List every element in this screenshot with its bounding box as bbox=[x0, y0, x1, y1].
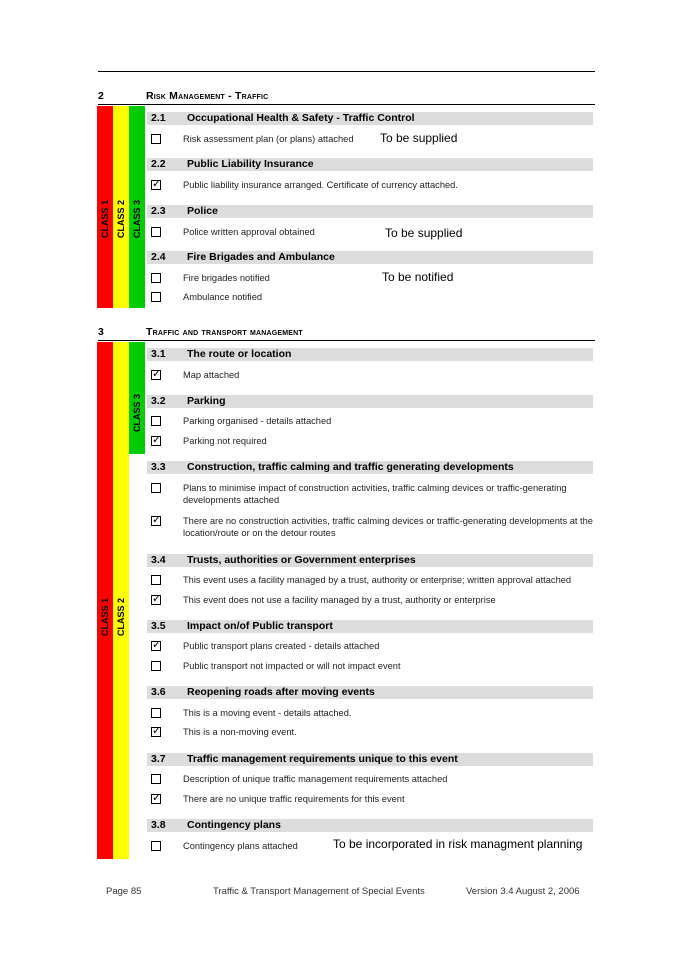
subsection-title: Parking bbox=[187, 395, 226, 407]
subsection-3-4-header bbox=[147, 554, 593, 567]
subsection-3-2-header bbox=[147, 395, 593, 408]
subsection-number: 3.2 bbox=[151, 395, 166, 407]
item-map-attached: Map attached bbox=[183, 370, 240, 380]
item-moving-event: This is a moving event - details attached. bbox=[183, 708, 352, 718]
subsection-3-3-header bbox=[147, 461, 593, 474]
section-3-class2-bar bbox=[113, 342, 129, 859]
subsection-3-1-header bbox=[147, 348, 593, 361]
subsection-2-4-header bbox=[147, 251, 593, 264]
subsection-number: 3.5 bbox=[151, 620, 166, 632]
section-2-class3-bar bbox=[129, 106, 145, 308]
checkbox-trust-facility[interactable] bbox=[151, 575, 161, 585]
subsection-title: Fire Brigades and Ambulance bbox=[187, 251, 335, 263]
subsection-title: Impact on/of Public transport bbox=[187, 620, 333, 632]
checkbox-parking-organised[interactable] bbox=[151, 416, 161, 426]
checkbox-transport-plans[interactable] bbox=[151, 641, 161, 651]
checkbox-public-liability[interactable] bbox=[151, 180, 161, 190]
note-2-4: To be notified bbox=[382, 270, 454, 284]
checkbox-unique-requirements[interactable] bbox=[151, 774, 161, 784]
section-3-class2-label: CLASS 2 bbox=[116, 598, 126, 637]
checkbox-construction-plans[interactable] bbox=[151, 483, 161, 493]
checkbox-parking-not-required[interactable] bbox=[151, 436, 161, 446]
section-2-class1-bar bbox=[97, 106, 113, 308]
item-transport-plans: Public transport plans created - details attached bbox=[183, 641, 380, 651]
section-3-class1-label: CLASS 1 bbox=[100, 598, 110, 637]
item-police-approval: Police written approval obtained bbox=[183, 227, 315, 237]
section-2-rule bbox=[98, 104, 595, 105]
item-construction-plans: Plans to minimise impact of construction activities, traffic calming devices or traffic-generating developments attached bbox=[183, 483, 567, 505]
footer-page-number: Page 85 bbox=[106, 886, 142, 897]
subsection-3-8-header bbox=[147, 819, 593, 832]
subsection-number: 2.2 bbox=[151, 158, 166, 170]
section-2-class2-label: CLASS 2 bbox=[116, 200, 126, 239]
subsection-number: 2.3 bbox=[151, 205, 166, 217]
checkbox-fire-brigades[interactable] bbox=[151, 273, 161, 283]
subsection-number: 3.4 bbox=[151, 554, 166, 566]
section-2-number: 2 bbox=[98, 90, 104, 102]
subsection-title: Occupational Health & Safety - Traffic Control bbox=[187, 112, 415, 124]
section-2-title: Risk Management - Traffic bbox=[146, 90, 269, 102]
item-ambulance: Ambulance notified bbox=[183, 292, 263, 302]
subsection-number: 2.4 bbox=[151, 251, 166, 263]
item-trust-facility: This event uses a facility managed by a trust, authority or enterprise; written approval attached bbox=[183, 575, 572, 585]
footer-version: Version 3.4 August 2, 2006 bbox=[466, 886, 580, 897]
subsection-number: 3.7 bbox=[151, 753, 166, 765]
checkbox-contingency-plans[interactable] bbox=[151, 841, 161, 851]
top-rule bbox=[98, 71, 595, 72]
subsection-number: 3.8 bbox=[151, 819, 166, 831]
section-3-number: 3 bbox=[98, 326, 104, 338]
section-3-class1-bar bbox=[97, 342, 113, 859]
subsection-title: Contingency plans bbox=[187, 819, 281, 831]
checkbox-moving-event[interactable] bbox=[151, 708, 161, 718]
item-no-construction: There are no construction activities, traffic calming devices or traffic-generating developments at the location/route or on the detour routes bbox=[183, 516, 593, 538]
section-2-class2-bar bbox=[113, 106, 129, 308]
note-2-3: To be supplied bbox=[385, 226, 463, 240]
subsection-title: Public Liability Insurance bbox=[187, 158, 314, 170]
subsection-number: 3.6 bbox=[151, 686, 166, 698]
subsection-number: 3.3 bbox=[151, 461, 166, 473]
subsection-2-3-header bbox=[147, 205, 593, 218]
footer-document-title: Traffic & Transport Management of Special Events bbox=[213, 886, 425, 897]
item-transport-not-impacted: Public transport not impacted or will not impact event bbox=[183, 661, 401, 671]
subsection-number: 2.1 bbox=[151, 112, 166, 124]
checkbox-ambulance[interactable] bbox=[151, 292, 161, 302]
subsection-title: Traffic management requirements unique to this event bbox=[187, 753, 458, 765]
section-3-title: Traffic and transport management bbox=[146, 326, 303, 338]
subsection-3-7-header bbox=[147, 753, 593, 766]
section-3-class3-label: CLASS 3 bbox=[132, 394, 142, 433]
subsection-title: Police bbox=[187, 205, 218, 217]
item-fire-brigades: Fire brigades notified bbox=[183, 273, 270, 283]
item-parking-not-required: Parking not required bbox=[183, 436, 267, 446]
item-contingency-plans: Contingency plans attached bbox=[183, 841, 298, 851]
checkbox-police-approval[interactable] bbox=[151, 227, 161, 237]
checkbox-no-unique-requirements[interactable] bbox=[151, 794, 161, 804]
section-2-class1-label: CLASS 1 bbox=[100, 200, 110, 239]
checkbox-non-moving-event[interactable] bbox=[151, 727, 161, 737]
item-risk-assessment: Risk assessment plan (or plans) attached bbox=[183, 134, 354, 144]
subsection-3-6-header bbox=[147, 686, 593, 699]
checkbox-no-construction[interactable] bbox=[151, 516, 161, 526]
subsection-title: Reopening roads after moving events bbox=[187, 686, 375, 698]
checkbox-map-attached[interactable] bbox=[151, 370, 161, 380]
subsection-2-1-header bbox=[147, 112, 593, 125]
section-2-class3-label: CLASS 3 bbox=[132, 200, 142, 239]
checkbox-transport-not-impacted[interactable] bbox=[151, 661, 161, 671]
checkbox-no-trust-facility[interactable] bbox=[151, 595, 161, 605]
note-3-8: To be incorporated in risk managment planning bbox=[333, 837, 583, 851]
subsection-title: Trusts, authorities or Government enterprises bbox=[187, 554, 416, 566]
subsection-2-2-header bbox=[147, 158, 593, 171]
item-parking-organised: Parking organised - details attached bbox=[183, 416, 332, 426]
subsection-number: 3.1 bbox=[151, 348, 166, 360]
note-2-1: To be supplied bbox=[380, 131, 458, 145]
subsection-3-5-header bbox=[147, 620, 593, 633]
item-unique-requirements: Description of unique traffic management requirements attached bbox=[183, 774, 448, 784]
section-3-class3-bar bbox=[129, 342, 145, 454]
section-3-rule bbox=[98, 340, 595, 341]
subsection-title: Construction, traffic calming and traffic generating developments bbox=[187, 461, 514, 473]
item-no-unique-requirements: There are no unique traffic requirements for this event bbox=[183, 794, 405, 804]
item-no-trust-facility: This event does not use a facility managed by a trust, authority or enterprise bbox=[183, 595, 496, 605]
checkbox-risk-assessment[interactable] bbox=[151, 134, 161, 144]
item-public-liability: Public liability insurance arranged. Certificate of currency attached. bbox=[183, 180, 458, 190]
item-non-moving-event: This is a non-moving event. bbox=[183, 727, 297, 737]
subsection-title: The route or location bbox=[187, 348, 292, 360]
